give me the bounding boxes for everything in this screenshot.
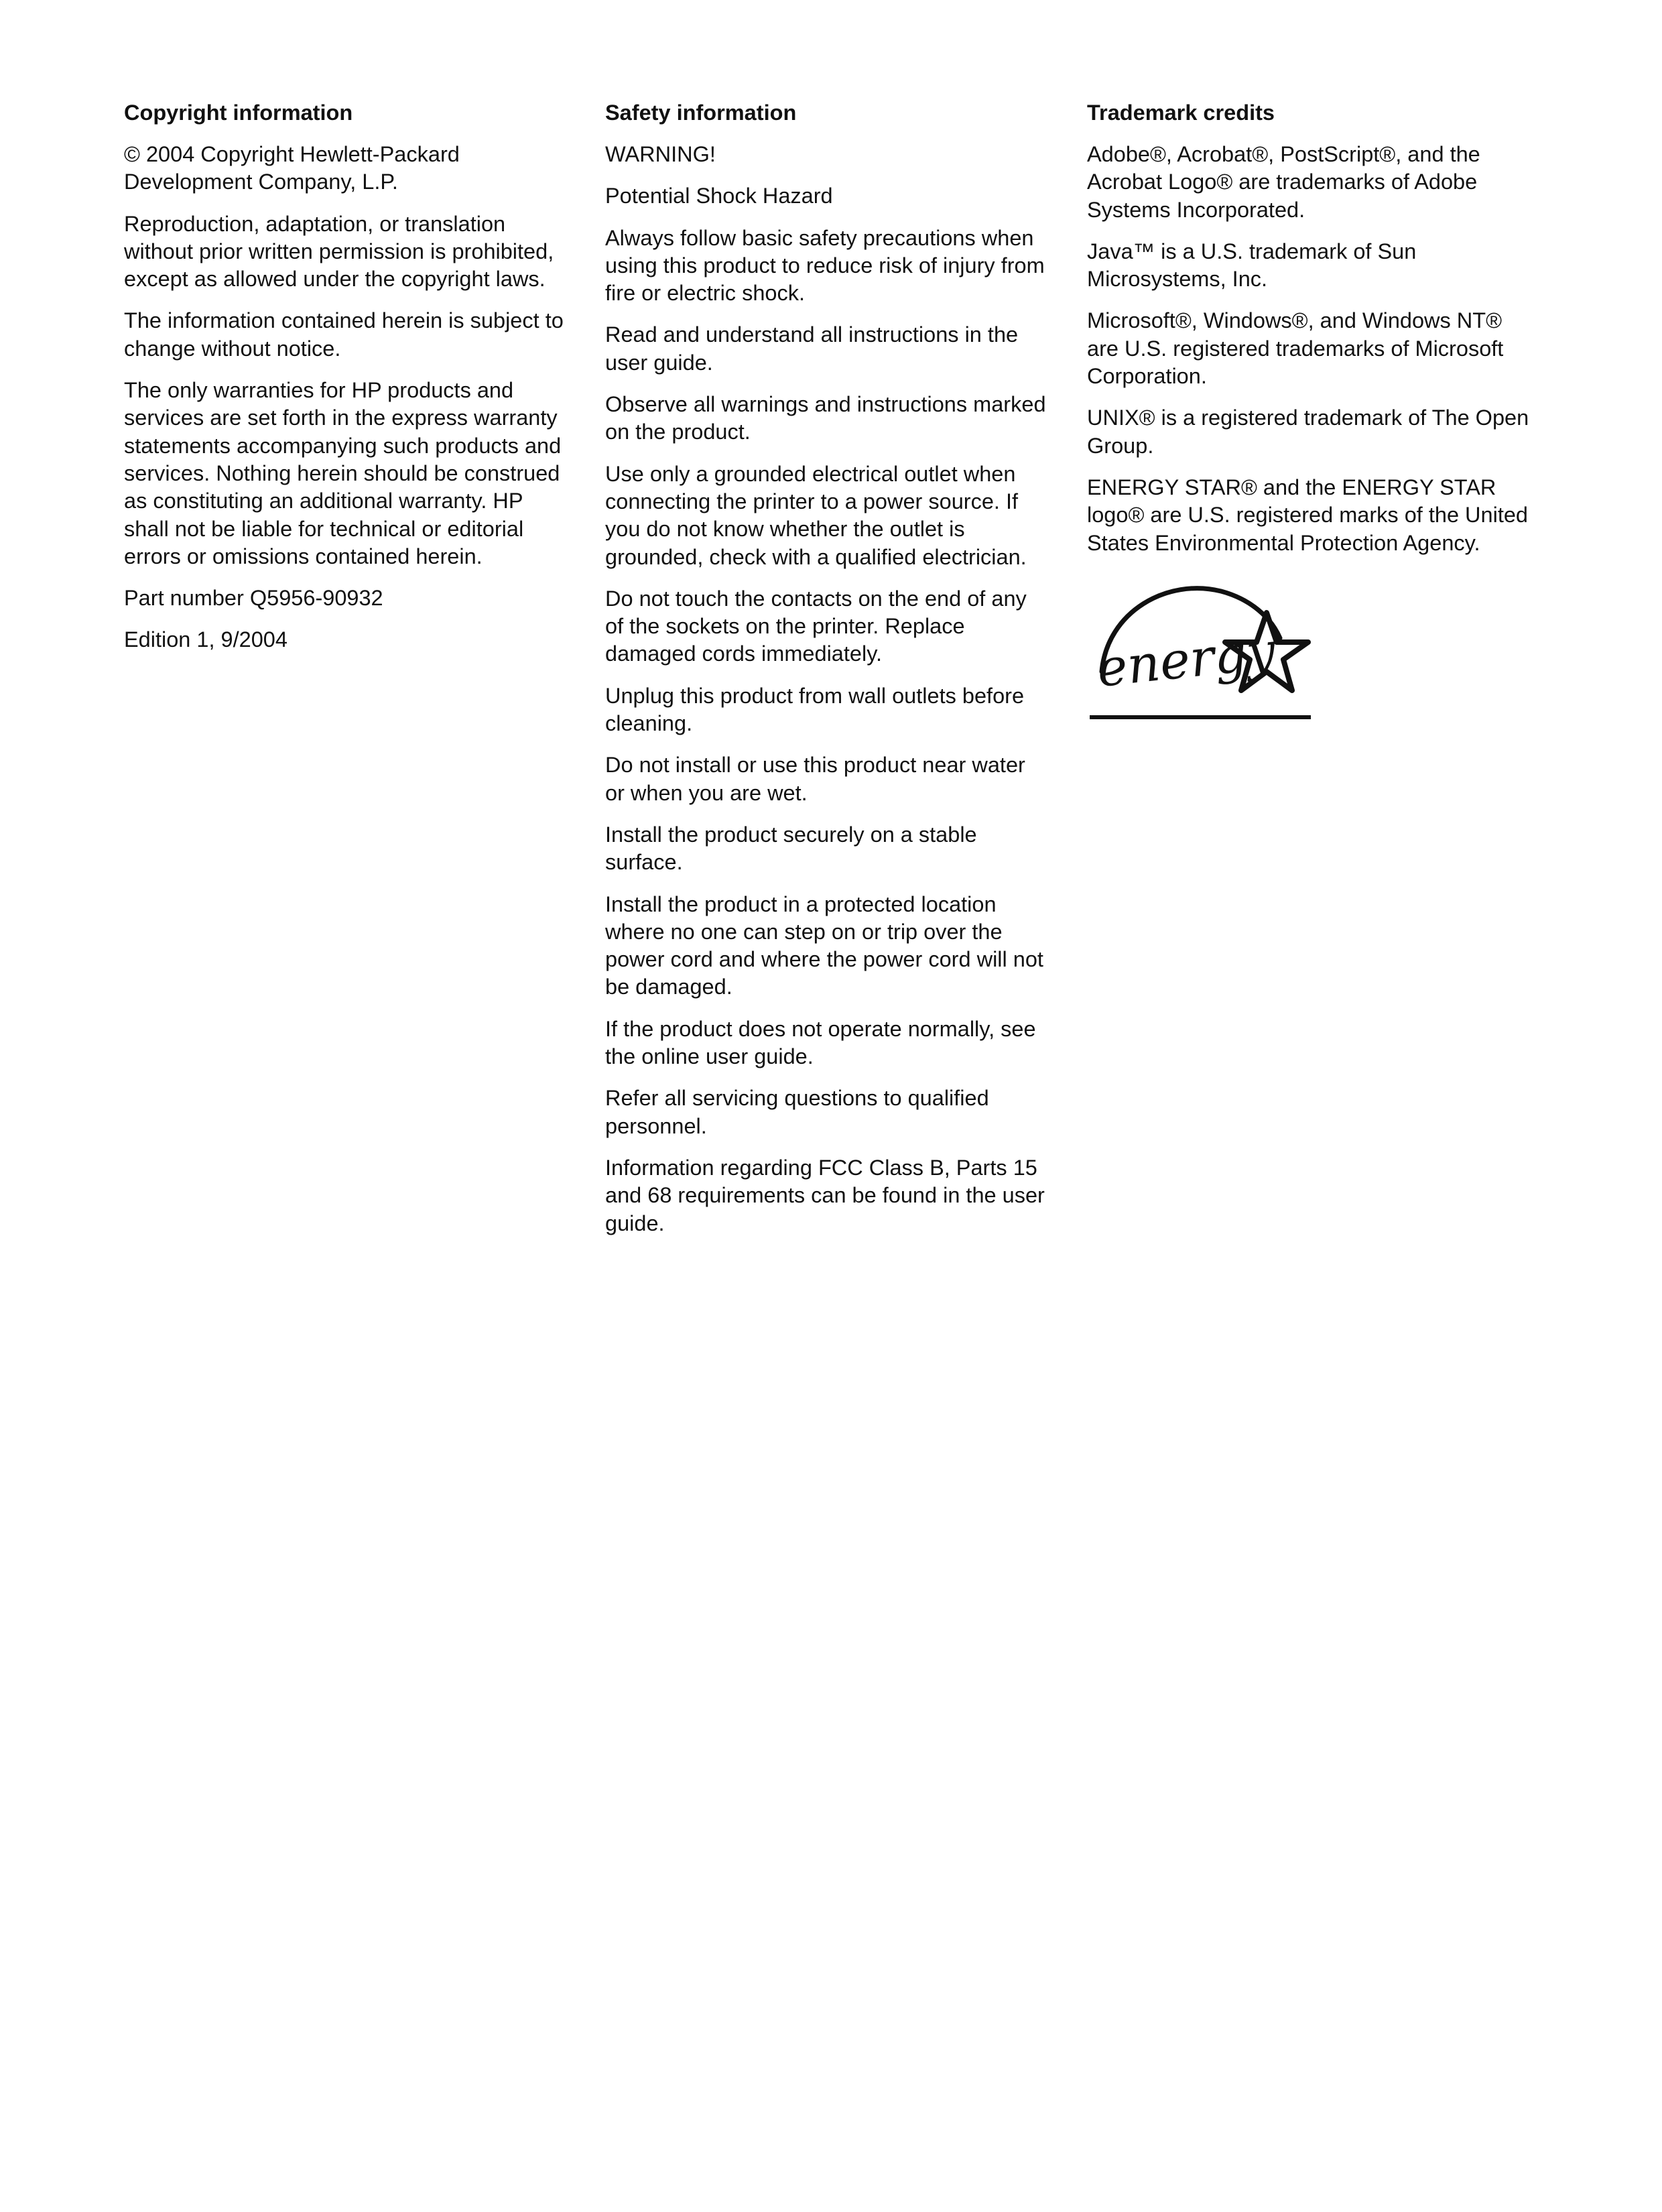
- safety-paragraph: Refer all servicing questions to qualified personnel.: [605, 1086, 989, 1138]
- safety-paragraph: Do not touch the contacts on the end of any of the sockets on the printer. Replace damaged cords immediately.: [605, 586, 1027, 666]
- energy-star-logo-icon: [1087, 571, 1322, 722]
- safety-paragraph: If the product does not operate normally, see the online user guide.: [605, 1016, 1036, 1069]
- safety-paragraph: Install the product in a protected location where no one can step on or trip over the power cord and where the power cord will not be damaged.: [605, 892, 1043, 999]
- safety-paragraph: Install the product securely on a stable surface.: [605, 822, 977, 875]
- copyright-paragraphs: [124, 141, 566, 654]
- copyright-heading: Copyright information: [124, 101, 353, 125]
- part-number: Part number Q5956-90932: [124, 586, 383, 611]
- safety-section: [605, 99, 1047, 1251]
- trademark-paragraph: ENERGY STAR® and the ENERGY STAR logo® are U.S. registered marks of the United States Environmental Protection Agency.: [1087, 475, 1528, 555]
- safety-paragraphs: [605, 141, 1047, 1237]
- safety-warning: WARNING!: [605, 142, 716, 166]
- copyright-paragraph: The information contained herein is subject to change without notice.: [124, 308, 564, 361]
- safety-paragraph: Use only a grounded electrical outlet when connecting the printer to a power source. If you do not know whether the outlet is grounded, check with a qualified electrician.: [605, 461, 1027, 569]
- copyright-section: [124, 99, 566, 668]
- trademark-paragraph: Java™ is a U.S. trademark of Sun Microsystems, Inc.: [1087, 239, 1417, 292]
- copyright-paragraph: © 2004 Copyright Hewlett-Packard Development Company, L.P.: [124, 142, 460, 194]
- safety-heading: Safety information: [605, 101, 797, 125]
- safety-paragraph: Do not install or use this product near water or when you are wet.: [605, 753, 1025, 805]
- trademark-paragraph: Microsoft®, Windows®, and Windows NT® are U.S. registered trademarks of Microsoft Corporation.: [1087, 308, 1504, 389]
- trademark-paragraphs: [1087, 141, 1529, 557]
- copyright-paragraph: The only warranties for HP products and services are set forth in the express warranty statements accompanying such products and services. Nothing herein should be construed as constituting an additional warranty. HP shall not be liable for technical or editorial errors or omissions contained herein.: [124, 378, 562, 568]
- safety-paragraph: Read and understand all instructions in the user guide.: [605, 322, 1019, 375]
- safety-paragraph: Information regarding FCC Class B, Parts 15 and 68 requirements can be found in the user guide.: [605, 1155, 1045, 1235]
- trademark-heading: Trademark credits: [1087, 101, 1275, 125]
- trademark-paragraph: Adobe®, Acrobat®, PostScript®, and the Acrobat Logo® are trademarks of Adobe Systems Incorporated.: [1087, 142, 1480, 222]
- safety-paragraph: Unplug this product from wall outlets before cleaning.: [605, 683, 1025, 736]
- copyright-paragraph: Reproduction, adaptation, or translation without prior written permission is prohibited, except as allowed under the copyright laws.: [124, 211, 554, 292]
- energy-logo-text: energy: [1094, 620, 1279, 698]
- trademark-paragraph: UNIX® is a registered trademark of The Open Group.: [1087, 406, 1529, 458]
- edition: Edition 1, 9/2004: [124, 627, 287, 652]
- trademark-section: [1087, 99, 1529, 722]
- safety-paragraph: Potential Shock Hazard: [605, 184, 833, 208]
- safety-paragraph: Observe all warnings and instructions marked on the product.: [605, 392, 1046, 444]
- safety-paragraph: Always follow basic safety precautions when using this product to reduce risk of injury from fire or electric shock.: [605, 225, 1045, 306]
